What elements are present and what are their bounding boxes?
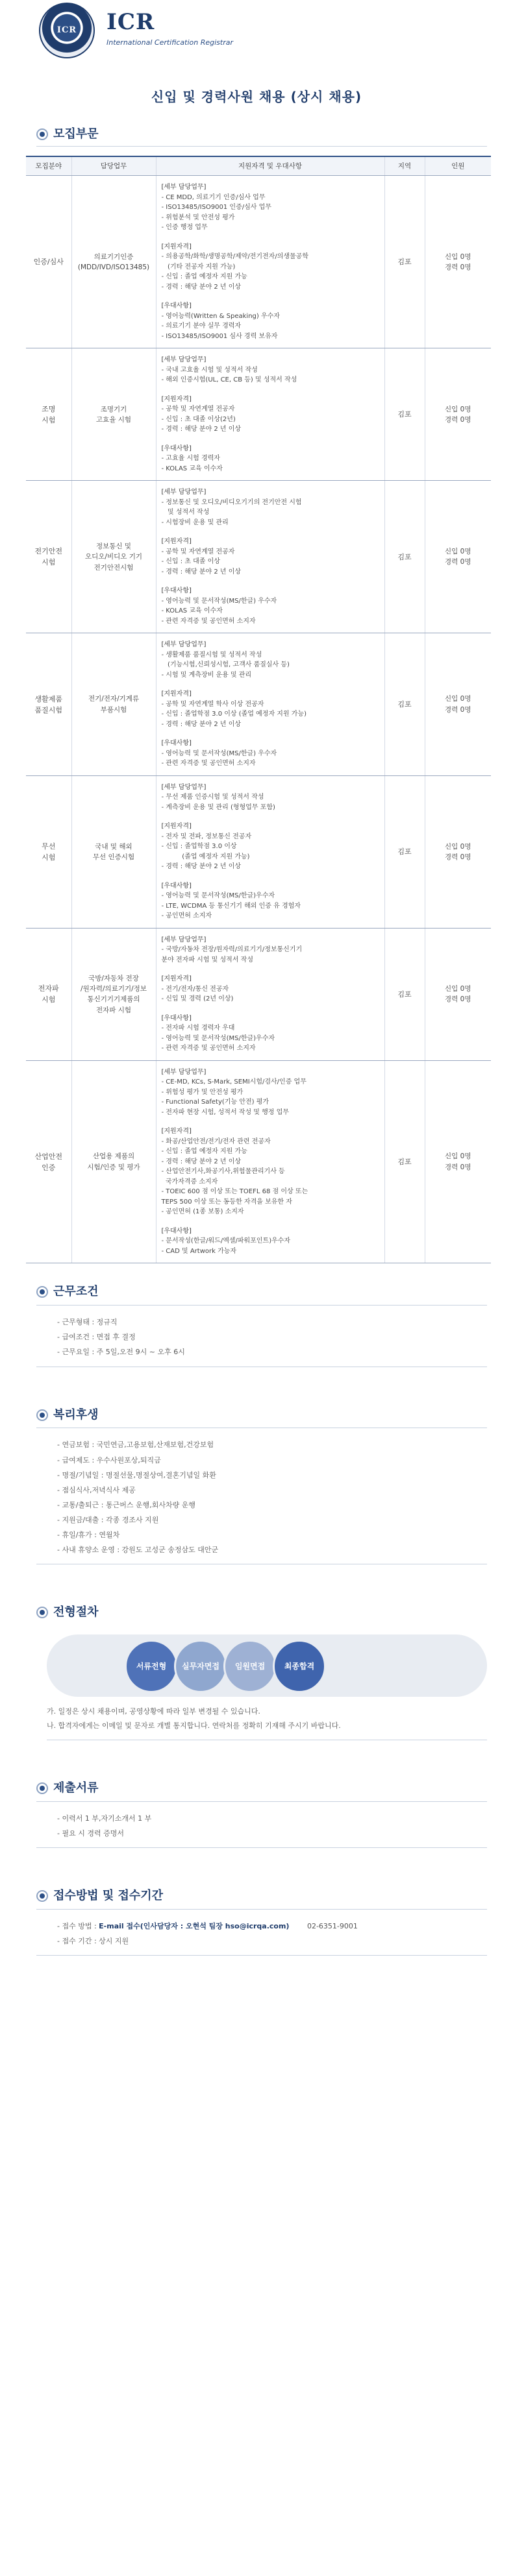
requirement-group: [162, 487, 381, 528]
requirement-item: - ISO13485/ISO9001 인증/심사 업무: [161, 204, 271, 212]
process-section-header: [36, 1603, 487, 1625]
headcount-new: 신입 0명: [445, 1152, 471, 1161]
requirement-item: - 경력 : 해당 분야 2 년 이상: [161, 426, 242, 433]
requirement-group-heading: [세부 담당업무]: [161, 641, 206, 649]
requirement-item: - 공학 및 자연계열 학사 이상 전공자: [161, 700, 264, 708]
requirement-group-heading: [지원자격]: [161, 690, 192, 698]
process-section: [36, 1603, 487, 1625]
requirement-item: - 공학 및 자연계열 전공자: [161, 548, 235, 555]
cell-requirements: [156, 176, 384, 348]
headcount-new: 신입 0명: [445, 548, 471, 556]
requirement-group-heading: [지원자격]: [161, 823, 192, 831]
headcount-experienced: 경력 0명: [445, 558, 471, 566]
requirement-item: - 관련 자격증 및 공인면허 소지자: [161, 760, 256, 768]
list-item: - 지원금/대출 : 각종 경조사 지원: [57, 1515, 159, 1524]
headcount-new: 신입 0명: [445, 695, 471, 703]
requirement-item: - 신입 및 경력 (2년 이상): [161, 995, 234, 1003]
requirement-item: - 공인면허 소지자: [161, 912, 212, 920]
requirement-group: [162, 395, 381, 435]
headcount-new: 신입 0명: [445, 405, 471, 413]
recruit-section-title: 모집부문: [53, 127, 99, 141]
requirement-group: [162, 783, 381, 813]
apply-period: - 접수 기간 : 상시 지원: [57, 1937, 129, 1946]
col-header-requirements: 지원자격 및 우대사항: [156, 156, 384, 176]
company-emblem-logo: [39, 3, 95, 58]
cell-headcount: [425, 481, 491, 633]
cell-region: 김포: [384, 928, 425, 1060]
cell-region: 김포: [384, 1060, 425, 1263]
headcount-new: 신입 0명: [445, 985, 471, 993]
requirement-group-heading: [우대사항]: [161, 444, 192, 452]
requirement-group-heading: [지원자격]: [161, 243, 192, 250]
requirement-item: - 위험성 평가 및 안전성 평가: [161, 1088, 244, 1096]
conditions-section: [36, 1283, 487, 1367]
table-row: [26, 775, 491, 928]
list-item: - 연금보험 : 국민연금,고용보험,산재보험,건강보험: [57, 1440, 214, 1450]
requirement-item: - 경력 : 해당 분야 2 년 이상: [161, 720, 242, 728]
requirement-item: 분야 전자파 시험 및 성적서 작성: [161, 956, 253, 964]
benefits-section-header: [36, 1406, 487, 1429]
col-header-region: 지역: [384, 156, 425, 176]
apply-section-header: [36, 1887, 487, 1910]
process-note: 가. 일정은 상시 채용이며, 공영상황에 따라 일부 변경될 수 있습니다.: [47, 1707, 260, 1716]
headcount-experienced: 경력 0명: [445, 263, 471, 271]
requirement-item: - 문서작성(한글/워드/엑셀/파워포인트)우수자: [161, 1237, 291, 1245]
cell-headcount: [425, 633, 491, 776]
conditions-title: 근무조건: [53, 1285, 99, 1299]
requirement-item: (기타 전공자 지원 가능): [161, 263, 236, 271]
requirement-item: - 의용공학/화학/생명공학/제약/전기전자/의생물공학: [161, 253, 308, 261]
requirement-item: - 정보통신 및 오디오/비디오기기의 전기안전 시험: [161, 498, 302, 506]
requirement-item: - CAD 및 Artwork 가능자: [161, 1247, 237, 1255]
cell-region: 김포: [384, 633, 425, 776]
requirement-group: [162, 640, 381, 680]
requirement-group: [162, 881, 381, 921]
requirement-group: [162, 355, 381, 385]
requirement-group: [162, 182, 381, 233]
requirement-group: [162, 301, 381, 341]
requirement-item: - ISO13485/ISO9001 심사 경력 보유자: [161, 332, 278, 340]
requirement-item: - 전자 및 전파, 정보통신 전공자: [161, 832, 252, 840]
list-item: - 점심식사,저녁식사 제공: [57, 1485, 136, 1494]
requirement-group-heading: [지원자격]: [161, 395, 192, 403]
requirement-group: [162, 242, 381, 293]
cell-headcount: [425, 348, 491, 481]
requirement-item: TEPS 500 이상 또는 동등한 자격을 보유한 자: [161, 1198, 292, 1206]
requirement-item: - 신입 : 졸업학점 3.0 이상 (졸업 예정자 지원 가능): [161, 711, 307, 718]
process-notes: [47, 1705, 487, 1740]
requirement-item: - 영어능력(Written & Speaking) 우수자: [161, 312, 280, 320]
cell-requirements: [156, 481, 384, 633]
conditions-section-header: [36, 1283, 487, 1306]
requirement-item: - 영어능력 및 문서작성(MS/한글) 우수자: [161, 749, 277, 757]
requirement-item: - 경력 : 해당 분야 2 년 이상: [161, 568, 242, 576]
requirement-item: - 생활제품 품질시험 및 성적서 작성: [161, 651, 262, 659]
requirement-item: - 공인면허 (1종 보통) 소지자: [161, 1208, 244, 1216]
apply-method-email[interactable]: E-mail 접수(인사담당자 : 오현석 팀장 hso@icrqa.com): [99, 1922, 290, 1931]
cell-field: 인증/심사: [26, 176, 71, 348]
col-header-duty: 담당업무: [71, 156, 156, 176]
requirement-item: - 공학 및 자연계열 전공자: [161, 406, 235, 413]
requirement-group-heading: [세부 담당업무]: [161, 1068, 206, 1076]
documents-list: [36, 1811, 487, 1848]
requirement-item: (졸업 예정자 지원 가능): [161, 853, 250, 860]
headcount-experienced: 경력 0명: [445, 853, 471, 861]
list-item: - 급여제도 : 우수사원포상,퇴직금: [57, 1455, 161, 1464]
requirement-group-heading: [우대사항]: [161, 740, 192, 747]
requirement-group: [162, 821, 381, 872]
process-step-final-pass: 최종합격: [273, 1640, 326, 1693]
cell-duty: 정보통신 및 오디오/비디오 기기 전기안전시험: [71, 481, 156, 633]
apply-section: [36, 1887, 487, 1956]
apply-phone: 02-6351-9001: [307, 1922, 358, 1931]
apply-method-label: - 접수 방법 :: [57, 1922, 99, 1931]
requirement-group: [162, 537, 381, 577]
headcount-experienced: 경력 0명: [445, 705, 471, 714]
cell-field: 생활제품 품질시험: [26, 633, 71, 776]
requirement-item: - 국내 고효율 시험 및 성적서 작성: [161, 366, 258, 374]
headcount-new: 신입 0명: [445, 252, 471, 261]
cell-requirements: [156, 928, 384, 1060]
requirement-item: - 신입 : 졸업 예정자 지원 가능: [161, 273, 247, 281]
process-step-document-screening: 서류전형: [125, 1640, 178, 1693]
requirement-item: - 화공/산업안전/전기/전자 관련 전공자: [161, 1137, 271, 1145]
requirement-item: - 영어능력 및 문서작성(MS/한글) 우수자: [161, 597, 277, 605]
requirement-group-heading: [우대사항]: [161, 882, 192, 890]
emblem-text: ICR: [56, 25, 77, 35]
requirement-item: - 경력 : 해당 분야 2 년 이상: [161, 863, 242, 871]
benefits-section: [36, 1406, 487, 1565]
cell-field: 전기안전 시험: [26, 481, 71, 633]
requirement-group-heading: [우대사항]: [161, 1014, 192, 1022]
apply-title: 접수방법 및 접수기간: [53, 1889, 164, 1903]
cell-duty: 국내 및 해외 무선 인증시험: [71, 775, 156, 928]
requirement-item: - 전기/전자/통신 전공자: [161, 985, 229, 993]
requirement-group: [162, 1226, 381, 1257]
requirement-item: - 무선 제품 인증시험 및 성적서 작성: [161, 794, 264, 801]
table-row: [26, 928, 491, 1060]
requirement-group: [162, 586, 381, 626]
section-bullet-icon: [36, 128, 48, 140]
requirement-item: - TOEIC 600 점 이상 또는 TOEFL 68 점 이상 또는: [161, 1188, 308, 1196]
requirement-group: [162, 974, 381, 1004]
cell-region: 김포: [384, 176, 425, 348]
requirement-group-heading: [우대사항]: [161, 587, 192, 595]
cell-region: 김포: [384, 481, 425, 633]
list-item: - 명절/기념일 : 명절선물,명절상여,결혼기념일 화환: [57, 1470, 216, 1479]
requirement-item: - LTE, WCDMA 등 통신기기 해외 인증 유 경험자: [161, 902, 301, 910]
requirement-group-heading: [지원자격]: [161, 975, 192, 983]
cell-requirements: [156, 775, 384, 928]
section-bullet-icon: [36, 1607, 48, 1618]
requirement-item: - 영어능력 및 문서작성(MS/한글)우수자: [161, 892, 275, 900]
requirement-group: [162, 1014, 381, 1054]
requirement-group: [162, 1067, 381, 1118]
cell-duty: 산업용 제품의 시험/인증 및 평가: [71, 1060, 156, 1263]
requirement-group: [162, 935, 381, 966]
section-bullet-icon: [36, 1286, 48, 1298]
process-step-executive-interview: 임원면접: [223, 1640, 277, 1693]
requirement-item: - 시험 및 계측장비 운용 및 관리: [161, 671, 252, 679]
requirement-item: (기능시험,신뢰성시험, 고객사 품질실사 등): [161, 661, 290, 669]
table-row: [26, 1060, 491, 1263]
requirement-item: - Functional Safety(기능 안전) 평가: [161, 1099, 269, 1106]
list-item: - 근무요일 : 주 5일,오전 9시 ~ 오후 6시: [57, 1348, 185, 1357]
cell-field: 무선 시험: [26, 775, 71, 928]
requirement-item: - CE MDD, 의료기기 인증/심사 업무: [161, 193, 266, 201]
section-bullet-icon: [36, 1782, 48, 1794]
requirement-item: - 해외 인증시험(UL, CE, CB 등) 및 성적서 작성: [161, 376, 297, 384]
process-title: 전형절차: [53, 1605, 99, 1620]
requirement-item: - 관련 자격증 및 공인면허 소지자: [161, 1045, 256, 1052]
requirement-item: - 신입 : 초 대졸 이상: [161, 558, 220, 566]
process-steps-band: [47, 1634, 487, 1697]
documents-section-header: [36, 1779, 487, 1802]
logo-subtitle: International Certification Registrar: [106, 38, 233, 47]
cell-duty: 조명기기 고효율 시험: [71, 348, 156, 481]
logo-title: ICR: [106, 9, 155, 36]
requirement-item: - 신입 : 졸업 예정자 지원 가능: [161, 1148, 247, 1156]
cell-headcount: [425, 1060, 491, 1263]
requirement-item: 및 성적서 작성: [161, 509, 210, 516]
requirement-group-heading: [우대사항]: [161, 1227, 192, 1235]
table-row: [26, 348, 491, 481]
cell-duty: 국방/자동차 전장 /원자력/의료기기/정보 통신기기기제품의 전자파 시험: [71, 928, 156, 1060]
requirement-item: - 위험분석 및 안전성 평가: [161, 213, 235, 221]
requirement-group: [162, 444, 381, 474]
cell-headcount: [425, 176, 491, 348]
requirement-item: - 신입 : 초 대졸 이상(2년): [161, 415, 236, 423]
recruit-table-header-row: [26, 156, 491, 176]
requirement-group: [162, 1126, 381, 1217]
process-note: 나. 합격자에게는 이메일 및 문자로 개별 통지합니다. 연락처를 정확히 기재해 주시기 바랍니다.: [47, 1721, 341, 1731]
requirement-item: - 영어능력 및 문서작성(MS/한글)우수자: [161, 1034, 275, 1042]
cell-duty: 의료기기인증 (MDD/IVD/ISO13485): [71, 176, 156, 348]
list-item: - 이력서 1 부,자기소개서 1 부: [57, 1814, 152, 1823]
headcount-experienced: 경력 0명: [445, 995, 471, 1004]
cell-region: 김포: [384, 348, 425, 481]
cell-duty: 전기/전자/기계류 부품시험: [71, 633, 156, 776]
cell-field: 조명 시험: [26, 348, 71, 481]
requirement-item: - 경력 : 해당 분야 2 년 이상: [161, 1158, 242, 1165]
recruit-table: [26, 156, 491, 1264]
cell-requirements: [156, 633, 384, 776]
conditions-list: [36, 1315, 487, 1367]
requirement-item: - 전자파 현장 시험, 성적서 작성 및 행정 업무: [161, 1108, 289, 1116]
table-row: [26, 633, 491, 776]
requirement-group-heading: [세부 담당업무]: [161, 184, 206, 191]
requirement-group-heading: [지원자격]: [161, 538, 192, 546]
headcount-experienced: 경력 0명: [445, 1163, 471, 1171]
cell-region: 김포: [384, 775, 425, 928]
list-item: - 급여조건 : 면접 후 결정: [57, 1333, 136, 1342]
list-item: - 필요 시 경력 증명서: [57, 1829, 124, 1838]
requirement-item: - 고효율 시험 경력자: [161, 455, 220, 463]
page-title: 신입 및 경력사원 채용 (상시 채용): [151, 89, 362, 104]
cell-headcount: [425, 928, 491, 1060]
col-header-count: 인원: [425, 156, 491, 176]
requirement-item: 국가자격증 소지자: [161, 1178, 218, 1185]
requirement-group-heading: [세부 담당업무]: [161, 356, 206, 364]
documents-section: [36, 1779, 487, 1848]
requirement-item: - 계측장비 운용 및 관리 (형형업무 포함): [161, 803, 275, 811]
requirement-item: - KOLAS 교육 이수자: [161, 607, 223, 615]
section-bullet-icon: [36, 1890, 48, 1902]
requirement-item: - 전자파 시험 경력자 우대: [161, 1025, 235, 1032]
headcount-experienced: 경력 0명: [445, 415, 471, 424]
process-step-staff-interview: 실무자면접: [174, 1640, 227, 1693]
list-item: - 교통/출퇴근 : 통근버스 운행,회사차량 운행: [57, 1500, 196, 1509]
requirement-item: - KOLAS 교육 이수자: [161, 465, 223, 472]
requirement-item: - 의료기기 분야 실무 경력자: [161, 322, 242, 330]
section-bullet-icon: [36, 1409, 48, 1421]
requirement-group: [162, 738, 381, 769]
requirement-group-heading: [세부 담당업무]: [161, 936, 206, 943]
apply-list: [36, 1919, 487, 1956]
apply-method-line: [57, 1919, 487, 1934]
documents-title: 제출서류: [53, 1781, 99, 1795]
table-row: [26, 176, 491, 348]
recruit-section-header: [36, 125, 487, 147]
requirement-item: - 신입 : 졸업학점 3.0 이상: [161, 843, 237, 851]
requirement-group: [162, 689, 381, 729]
requirement-item: - CE-MD, KCs, S-Mark, SEMI시험/검사/인증 업무: [161, 1078, 307, 1086]
list-item: - 휴일/휴가 : 연월차: [57, 1531, 120, 1540]
cell-requirements: [156, 1060, 384, 1263]
cell-field: 전자파 시험: [26, 928, 71, 1060]
cell-headcount: [425, 775, 491, 928]
benefits-list: [36, 1437, 487, 1564]
requirement-item: - 산업안전기사,화공기사,위험물관리기사 등: [161, 1168, 285, 1176]
requirement-group-heading: [지원자격]: [161, 1128, 192, 1136]
headcount-new: 신입 0명: [445, 842, 471, 851]
requirement-item: - 관련 자격증 및 공인면허 소지자: [161, 617, 256, 625]
list-item: - 근무형태 : 정규직: [57, 1318, 118, 1327]
requirement-item: - 국방/자동차 전장/원자력/의료기기/정보통신기기: [161, 946, 303, 954]
requirement-group-heading: [세부 담당업무]: [161, 489, 206, 496]
table-row: [26, 481, 491, 633]
logo-wordmark: [106, 11, 233, 48]
requirement-item: - 경력 : 해당 분야 2 년 이상: [161, 283, 242, 291]
cell-requirements: [156, 348, 384, 481]
list-item: - 사내 휴양소 운영 : 강원도 고성군 송정삼도 대안군: [57, 1546, 219, 1555]
col-header-field: 모집분야: [26, 156, 71, 176]
requirement-group-heading: [세부 담당업무]: [161, 783, 206, 791]
header: [0, 0, 513, 45]
benefits-title: 복리후생: [53, 1407, 99, 1422]
requirement-group-heading: [우대사항]: [161, 302, 192, 310]
requirement-item: - 시험장비 운용 및 관리: [161, 518, 229, 526]
cell-field: 산업안전 인증: [26, 1060, 71, 1263]
requirement-item: - 인증 행정 업무: [161, 224, 208, 232]
